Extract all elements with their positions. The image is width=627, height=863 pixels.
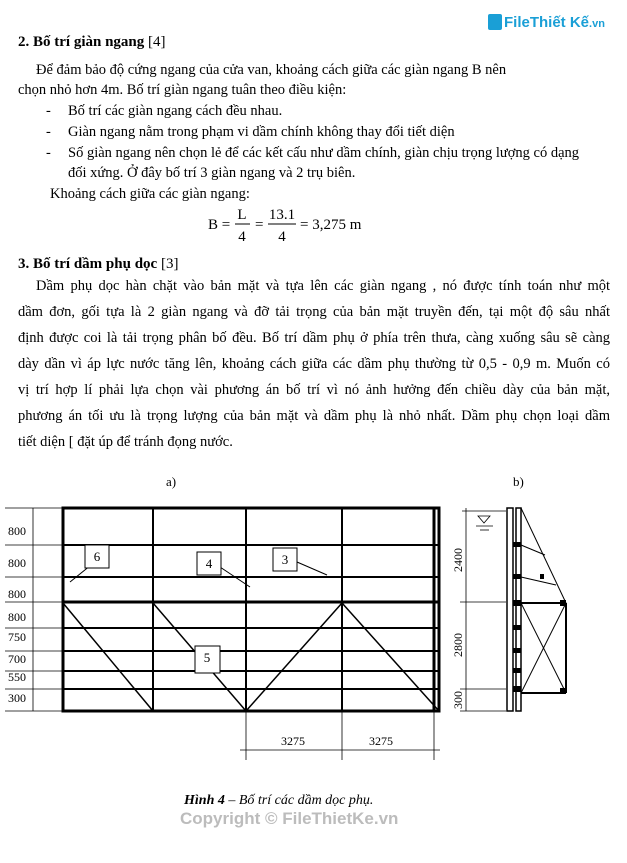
section3-line-2: dầm đơn, gối tựa là 2 giàn ngang và đỡ tải trọng của bản mặt truyền đến, tại một độ sâu nhất bbox=[18, 304, 610, 320]
left-dim-8: 300 bbox=[8, 691, 26, 705]
section2-bullet-3-cont: đối xứng. Ở đây bố trí 3 giàn ngang và 2 trụ biên. bbox=[68, 165, 356, 181]
formula-eq: = bbox=[255, 217, 264, 233]
section3-last-line: tiết diện [ đặt úp để tránh đọng nước. bbox=[18, 434, 233, 450]
section2-intro-line2: chọn nhỏ hơn 4m. Bố trí giàn ngang tuân theo điều kiện: bbox=[18, 82, 347, 98]
leader-3 bbox=[297, 562, 327, 575]
left-dim-2: 800 bbox=[8, 556, 26, 570]
section3-heading: 3. Bố trí dầm phụ dọc [3] bbox=[18, 256, 179, 272]
marker-6: 6 bbox=[93, 549, 101, 564]
section2-bullet-2: Giàn ngang nằm trong phạm vi dầm chính không thay đổi tiết diện bbox=[68, 124, 455, 140]
left-dim-7: 550 bbox=[8, 670, 26, 684]
figure-4-drawing bbox=[0, 466, 627, 796]
gate-frame bbox=[63, 508, 439, 711]
section3-line-1: Dầm phụ dọc hàn chặt vào bản mặt và tựa lên các giàn ngang , nó được tính toán như một bbox=[36, 278, 610, 294]
bottom-dim-2: 3275 bbox=[369, 734, 393, 748]
section2-bullet-1: Bố trí các giàn ngang cách đều nhau. bbox=[68, 103, 283, 119]
section3-line-5: vị trí hợp lí phải lựa chọn vài phương án bố trí vì nó ảnh hưởng đến chiều dày của bản mặt, bbox=[18, 382, 610, 398]
section-view bbox=[460, 508, 566, 711]
bottom-dim-1: 3275 bbox=[281, 734, 305, 748]
section2-bullet-3: Số giàn ngang nên chọn lẻ để các kết cấu như dầm chính, giàn chịu trọng lượng có dạng bbox=[68, 145, 580, 161]
figure-caption: Hình 4 – Bố trí các dầm dọc phụ. bbox=[184, 793, 374, 808]
left-dim-5: 750 bbox=[8, 630, 26, 644]
formula-num1: L bbox=[237, 207, 247, 223]
file-logo-icon bbox=[488, 14, 502, 30]
marker-5: 5 bbox=[203, 650, 211, 665]
right-dim-2: 2800 bbox=[451, 633, 465, 657]
bullet-dash: - bbox=[46, 103, 51, 119]
formula-den1: 4 bbox=[238, 229, 246, 245]
marker-3: 3 bbox=[281, 552, 289, 567]
right-dim-3: 300 bbox=[451, 691, 465, 709]
diagonal-brace bbox=[342, 603, 439, 711]
spacing-label: Khoảng cách giữa các giàn ngang: bbox=[50, 186, 250, 202]
formula-result: = 3,275 m bbox=[300, 217, 362, 233]
filethietke-logo: FileThiết Kế.vn bbox=[488, 14, 605, 31]
left-dim-6: 700 bbox=[8, 652, 26, 666]
spacing-formula bbox=[200, 200, 380, 246]
marker-4: 4 bbox=[205, 556, 213, 571]
formula-lhs: B = bbox=[208, 217, 231, 233]
formula-num2: 13.1 bbox=[268, 207, 296, 223]
water-level-icon bbox=[478, 516, 490, 523]
section3-line-4: dày dần vì áp lực nước tăng lên, khoảng cách giữa các dầm phụ thường từ 0,5 - 0,9 m. Muốn có bbox=[18, 356, 610, 372]
left-dim-3: 800 bbox=[8, 587, 26, 601]
section2-intro-line1: Để đảm bảo độ cứng ngang của cửa van, khoảng cách giữa các giàn ngang B nên bbox=[36, 62, 507, 78]
bullet-dash: - bbox=[46, 145, 51, 161]
elevation-view bbox=[63, 508, 439, 711]
diagonal-brace bbox=[246, 603, 342, 711]
section3-line-6: phương án tối ưu là trọng lượng của bản mặt và dầm phụ là nhỏ nhất. Dầm phụ chọn loại dầm bbox=[18, 408, 610, 424]
flange bbox=[516, 508, 521, 711]
figure-label-b: b) bbox=[513, 474, 524, 489]
section2-heading: 2. Bố trí giàn ngang [4] bbox=[18, 34, 166, 50]
figure-label-a: a) bbox=[166, 474, 177, 489]
left-dim-1: 800 bbox=[8, 524, 26, 538]
right-dim-1: 2400 bbox=[451, 548, 465, 572]
copyright-watermark: Copyright © FileThietKe.vn bbox=[180, 809, 399, 828]
formula-den2: 4 bbox=[278, 229, 286, 245]
diagonal-brace bbox=[63, 603, 153, 711]
section3-line-3: định được coi là tải trọng phân bố đều. Bố trí dầm phụ ở phía trên thưa, càng xuống sâu sẽ càng bbox=[18, 330, 610, 346]
skin-plate bbox=[507, 508, 513, 711]
bullet-dash: - bbox=[46, 124, 51, 140]
left-dim-4: 800 bbox=[8, 610, 26, 624]
